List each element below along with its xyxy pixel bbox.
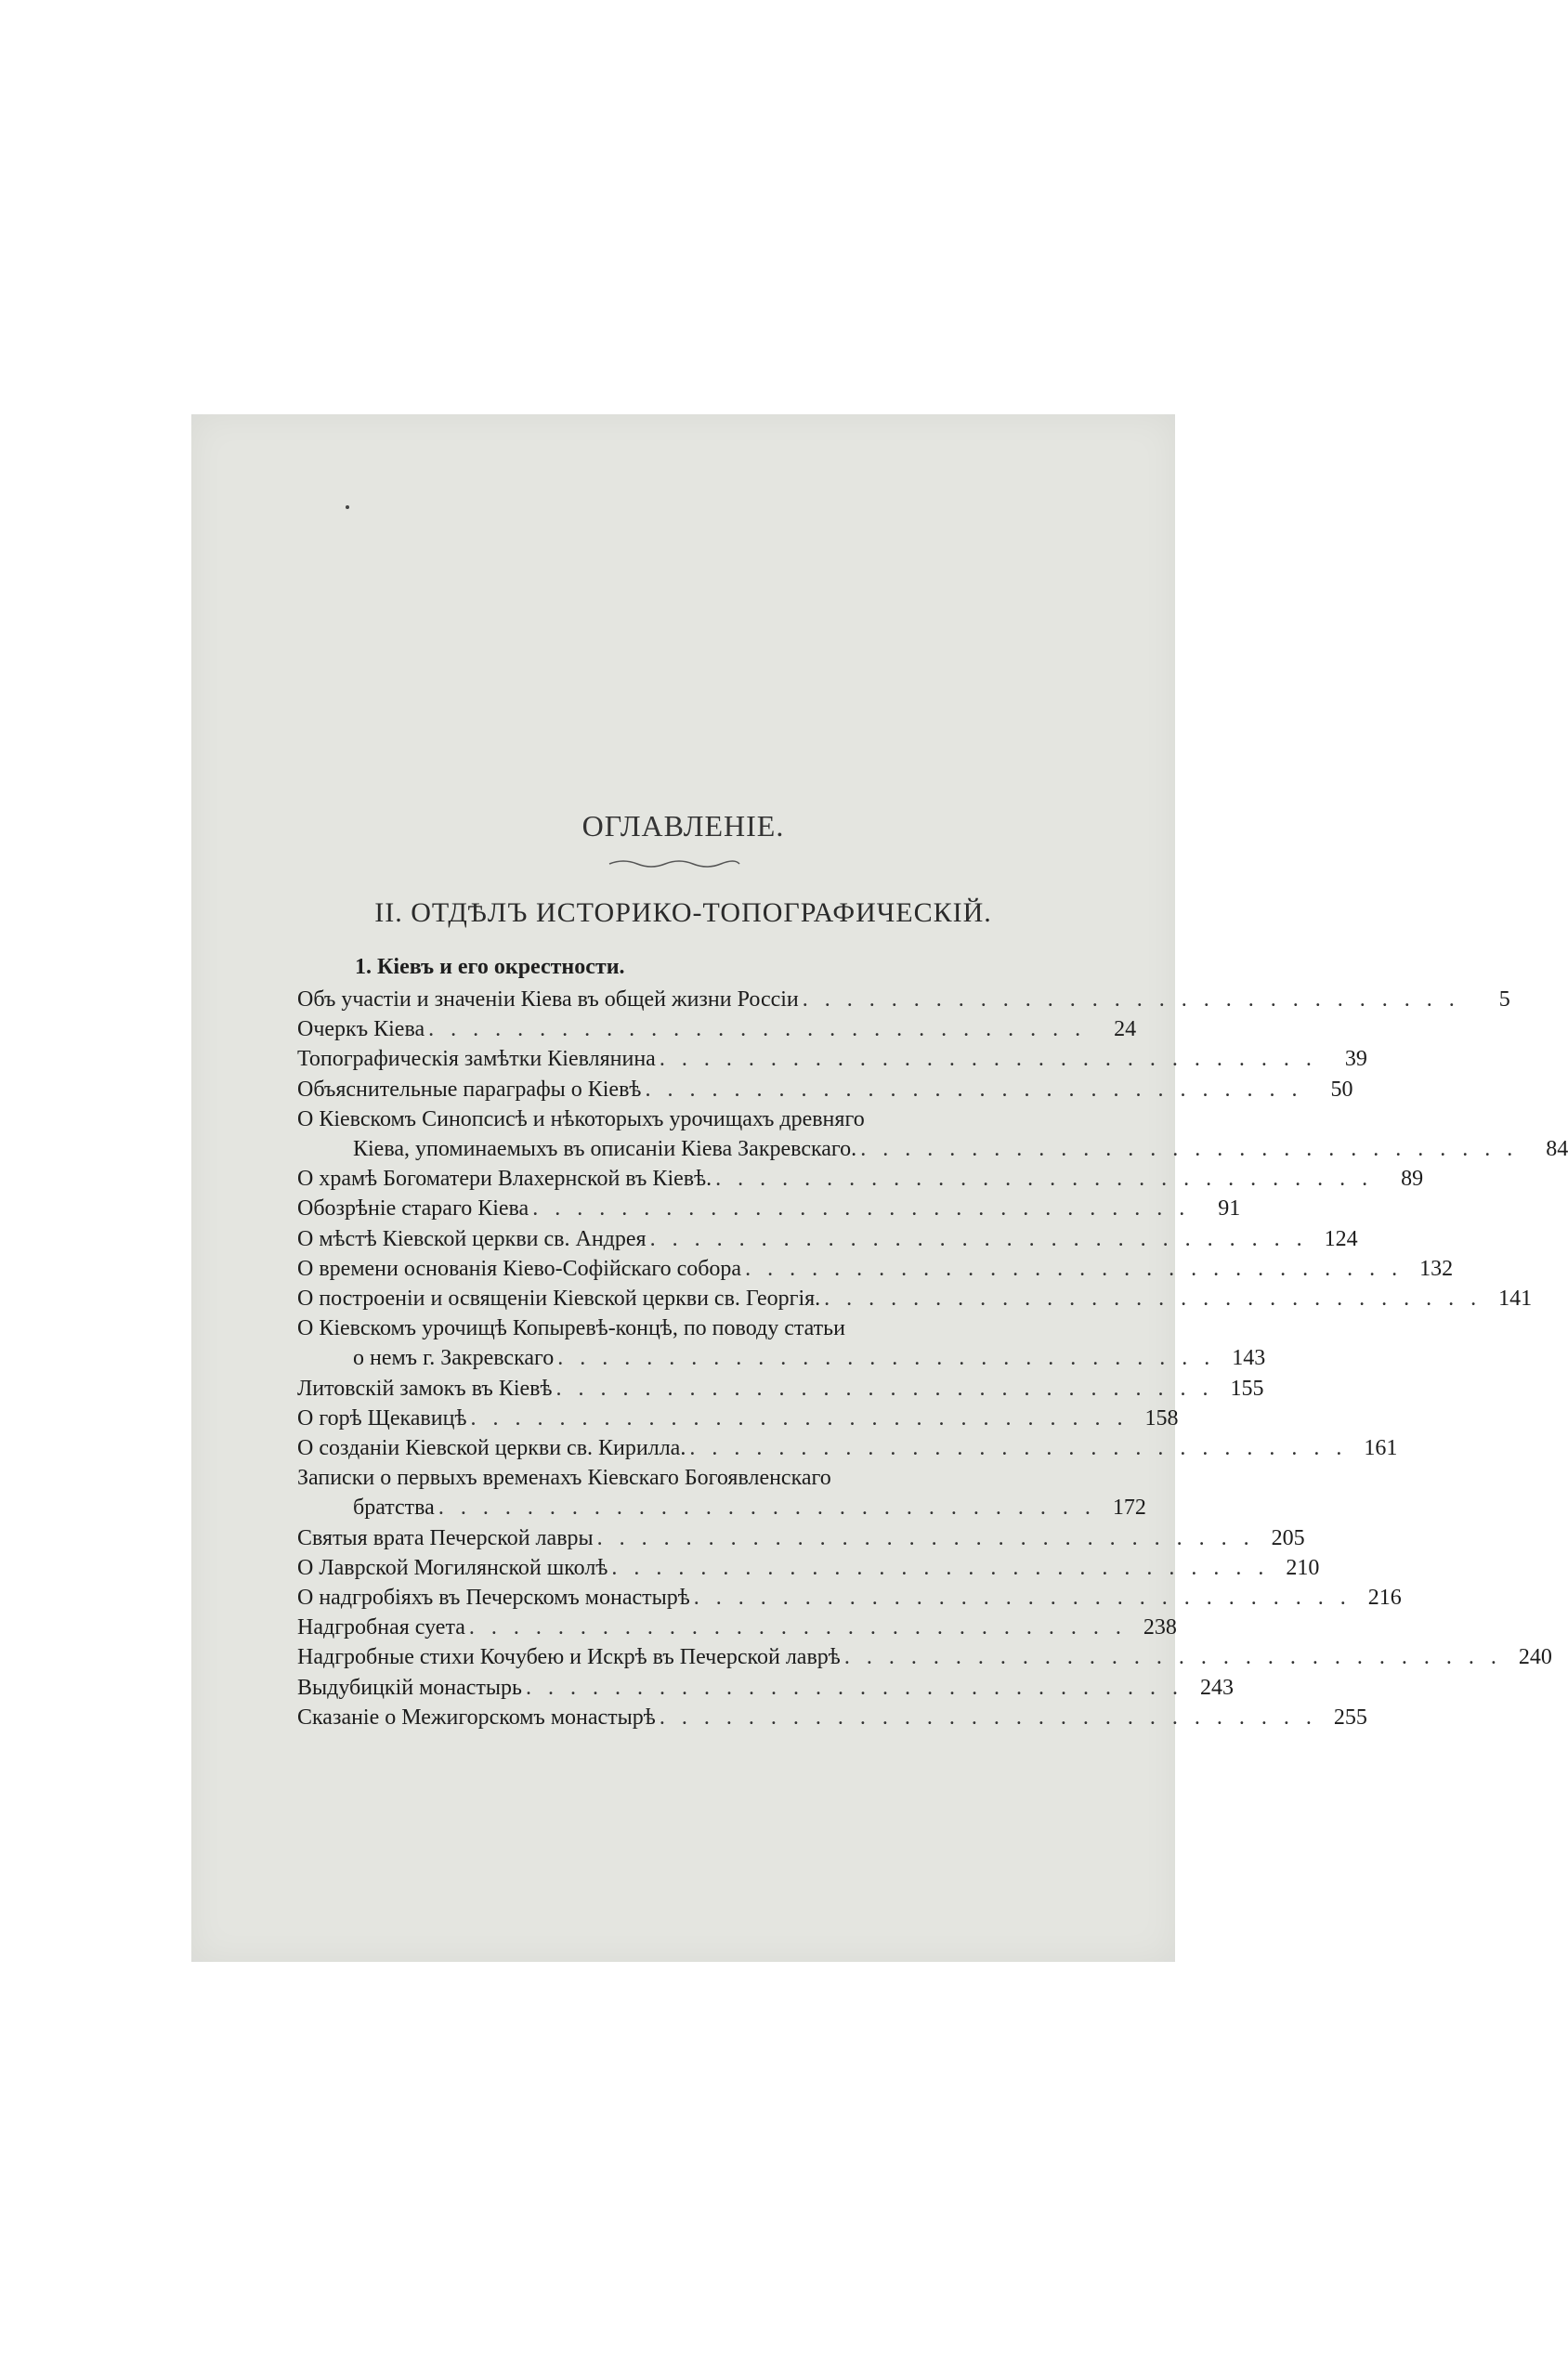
toc-entry-title: Сказаніе о Межигорскомъ монастырѣ [297, 1705, 656, 1730]
toc-entry-title: Святыя врата Печерской лавры [297, 1525, 594, 1550]
toc-entry [297, 1075, 1353, 1104]
leader-dots: . . . . . . . . . . . . . . . . . . . . . . . . . . . . . . [745, 1256, 1404, 1281]
toc-entry-title: Объяснительные параграфы о Кіевѣ [297, 1077, 642, 1102]
toc-entry-title: О горѣ Щекавицѣ [297, 1405, 467, 1431]
leader-dots: . . . . . . . . . . . . . . . . . . . . . . . . . . . . . . [468, 1615, 1127, 1640]
toc-entry-page: 50 [1330, 1077, 1353, 1102]
toc-entry-page: 132 [1419, 1256, 1454, 1281]
toc-entry [297, 1313, 1001, 1343]
leader-dots: . . . . . . . . . . . . . . . . . . . . . . . . . . . . . . [557, 1346, 1216, 1371]
toc-entry-page: 124 [1324, 1226, 1358, 1251]
toc-entry-page: 39 [1344, 1047, 1367, 1072]
toc-entry [297, 1044, 1367, 1074]
toc-entry-title: О Кіевскомъ урочищѣ Копыревѣ-концѣ, по поводу статьи [297, 1316, 845, 1341]
toc-entry-page: 141 [1498, 1287, 1533, 1312]
toc-entry-page: 255 [1333, 1705, 1367, 1730]
leader-dots: . . . . . . . . . . . . . . . . . . . . . . . . . . . . . . [470, 1405, 1129, 1431]
toc-entry-page: 84 [1546, 1137, 1568, 1162]
toc-entry [297, 1343, 1266, 1373]
toc-entry [297, 1583, 1402, 1613]
toc-entry [297, 1404, 1179, 1433]
toc-entry-title: О мѣстѣ Кіевской церкви св. Андрея [297, 1226, 647, 1251]
toc-entry-page: 24 [1114, 1017, 1137, 1042]
leader-dots: . . . . . . . . . . . . . . . . . . . . . . . . . . . . . . [715, 1167, 1374, 1192]
title-flourish [600, 857, 749, 870]
toc-entry-title: братства [353, 1496, 435, 1521]
leader-dots: . . . . . . . . . . . . . . . . . . . . . . . . . . . . . . [611, 1555, 1270, 1580]
toc-entry-title: О Лаврской Могилянской школѣ [297, 1555, 608, 1580]
toc-entry-page: 91 [1218, 1196, 1241, 1222]
toc-entry [297, 1104, 1001, 1134]
leader-dots: . . . . . . . . . . . . . . . . . . . . . . . . . . . . . . [596, 1525, 1255, 1550]
leader-dots: . . . . . . . . . . . . . . . . . . . . . . . . . . . . . . [659, 1705, 1317, 1730]
toc-entry [297, 1463, 1001, 1493]
toc-entry [297, 1164, 1424, 1194]
leader-dots: . . . . . . . . . . . . . . . . . . . . . . . . . . . . . . [824, 1287, 1483, 1312]
section-heading: II. ОТДѢЛЪ ИСТОРИКО-ТОПОГРАФИЧЕСКІЙ. [374, 897, 992, 928]
leader-dots: . . . . . . . . . . . . . . . . . . . . . . . . . . . . . . [659, 1047, 1317, 1072]
toc-entry-title: О созданіи Кіевской церкви св. Кирилла. [297, 1436, 686, 1461]
leader-dots: . . . . . . . . . . . . . . . . . . . . . . . . . . . . . . [860, 1137, 1519, 1162]
toc-entry [297, 1553, 1320, 1583]
toc-entry-title: Выдубицкій монастырь [297, 1675, 522, 1700]
toc-entry-title: Надгробная суета [297, 1615, 465, 1640]
leader-dots: . . . . . . . . . . . . . . . . . . . . . . . . . . . . . . [438, 1496, 1096, 1521]
toc-entry [297, 1374, 1264, 1404]
toc-entry-title: О времени основанія Кіево-Софійскаго собора [297, 1256, 742, 1281]
ink-speck [346, 505, 349, 509]
show-through-text [712, 554, 716, 575]
toc-entry [297, 1014, 1137, 1044]
toc-entry-page: 205 [1271, 1525, 1305, 1550]
toc-entry-page: 143 [1232, 1346, 1266, 1371]
toc-entry [297, 1134, 1568, 1164]
page-title: ОГЛАВЛЕНІЕ. [581, 809, 785, 843]
toc-entry-page: 89 [1401, 1167, 1424, 1192]
leader-dots: . . . . . . . . . . . . . . . . . . . . . . . . . . . . . . [693, 1586, 1352, 1611]
subsection-heading: 1. Кіевъ и его окрестности. [355, 955, 625, 979]
toc-entry-title: Топографическія замѣтки Кіевлянина [297, 1047, 656, 1072]
toc-entry-page: 238 [1143, 1615, 1177, 1640]
leader-dots: . . . . . . . . . . . . . . . . . . . . . . . . . . . . . . [532, 1196, 1191, 1222]
leader-dots: . . . . . . . . . . . . . . . . . . . . . . . . . . . . . . [802, 987, 1460, 1012]
toc-entry-title: Обозрѣніе стараго Кіева [297, 1196, 529, 1222]
toc-entry-page: 158 [1144, 1405, 1179, 1431]
leader-dots: . . . . . . . . . . . . . . . . . . . . . . . . . . . . . . [649, 1226, 1308, 1251]
toc-entry [297, 1254, 1454, 1284]
toc-entry [297, 985, 1510, 1014]
toc-entry-page: 210 [1286, 1555, 1320, 1580]
toc-entry-page: 155 [1230, 1376, 1264, 1401]
toc-entry [297, 1284, 1533, 1313]
toc-entry-page: 240 [1518, 1645, 1552, 1670]
toc-entry-page: 5 [1498, 987, 1510, 1012]
leader-dots: . . . . . . . . . . . . . . . . . . . . . . . . . . . . . . [843, 1645, 1502, 1670]
toc-entry-title: Надгробные стихи Кочубею и Искрѣ въ Печерской лаврѣ [297, 1645, 841, 1670]
toc-entry [297, 1433, 1398, 1463]
toc-entry [297, 1224, 1358, 1254]
toc-entry-page: 161 [1364, 1436, 1398, 1461]
toc-entry-page: 216 [1367, 1586, 1402, 1611]
leader-dots: . . . . . . . . . . . . . . . . . . . . . . . . . . . . . . [555, 1376, 1214, 1401]
toc-entry-title: Литовскій замокъ въ Кіевѣ [297, 1376, 553, 1401]
toc-entry [297, 1194, 1241, 1223]
leader-dots: . . . . . . . . . . . . . . . . . . . . . . . . . . . . . . [428, 1017, 1087, 1042]
toc-entry [297, 1613, 1177, 1642]
toc-entry-title: Объ участіи и значеніи Кіева въ общей жизни Россіи [297, 987, 799, 1012]
toc-entry-title: О построеніи и освященіи Кіевской церкви св. Георгія. [297, 1287, 821, 1312]
table-of-contents [297, 985, 1568, 1732]
leader-dots: . . . . . . . . . . . . . . . . . . . . . . . . . . . . . . [645, 1077, 1303, 1102]
toc-entry [297, 1673, 1234, 1703]
toc-entry-title: о немъ г. Закревскаго [353, 1346, 555, 1371]
leader-dots: . . . . . . . . . . . . . . . . . . . . . . . . . . . . . . [689, 1436, 1348, 1461]
toc-entry [297, 1493, 1146, 1522]
toc-entry-title: Очеркъ Кіева [297, 1017, 425, 1042]
toc-entry-title: О надгробіяхъ въ Печерскомъ монастырѣ [297, 1586, 690, 1611]
leader-dots: . . . . . . . . . . . . . . . . . . . . . . . . . . . . . . [526, 1675, 1183, 1700]
toc-entry [297, 1523, 1305, 1553]
toc-entry-page: 243 [1200, 1675, 1234, 1700]
toc-entry-page: 172 [1112, 1496, 1146, 1521]
toc-entry-title: Кіева, упоминаемыхъ въ описаніи Кіева Закревскаго. [353, 1137, 857, 1162]
toc-entry-title: О Кіевскомъ Синопсисѣ и нѣкоторыхъ урочищахъ древняго [297, 1106, 865, 1131]
toc-entry [297, 1642, 1552, 1672]
toc-entry [297, 1703, 1367, 1732]
toc-entry-title: О храмѣ Богоматери Влахернской въ Кіевѣ. [297, 1167, 712, 1192]
toc-entry-title: Записки о первыхъ временахъ Кіевскаго Богоявленскаго [297, 1466, 831, 1491]
book-page [191, 414, 1568, 1962]
